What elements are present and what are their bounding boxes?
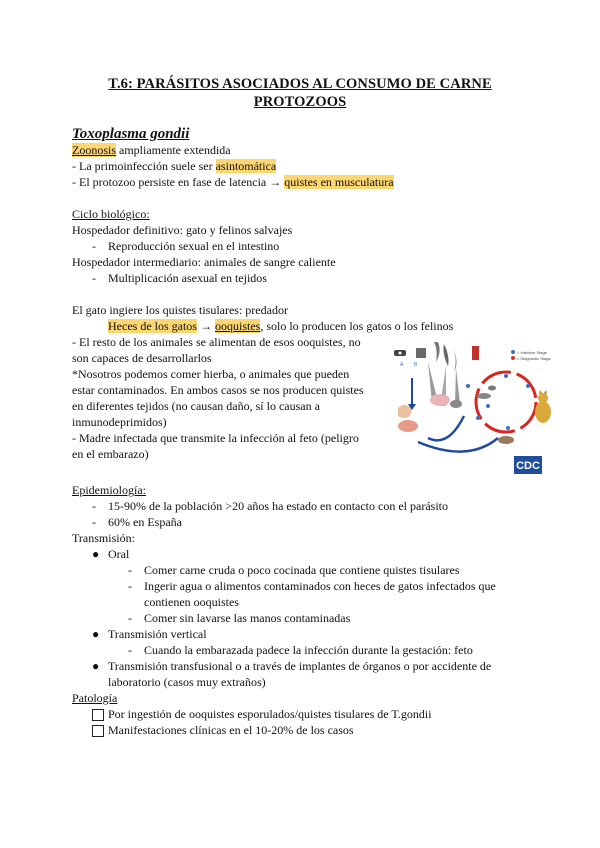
ooquistes-highlight: ooquistes bbox=[214, 319, 261, 333]
dash-marker: - bbox=[92, 239, 96, 253]
latencia-line bbox=[72, 175, 394, 190]
page-title-line1: T.6: PARÁSITOS ASOCIADOS AL CONSUMO DE CARNE bbox=[108, 76, 492, 92]
oral-item-2b: contienen ooquistes bbox=[144, 595, 239, 609]
cycle-ring bbox=[476, 372, 536, 432]
nosotros-line-4: inmunodeprimidos) bbox=[72, 415, 167, 429]
dash-marker: - bbox=[92, 499, 96, 513]
definitive-host-item: Reproducción sexual en el intestino bbox=[108, 239, 280, 253]
primo-highlight: asintomática bbox=[215, 159, 277, 173]
page-title-line2: PROTOZOOS bbox=[253, 94, 347, 110]
blood-bag-icon bbox=[472, 346, 479, 360]
transmision-label: Transmisión: bbox=[72, 531, 135, 545]
section-heading-toxoplasma bbox=[72, 127, 189, 142]
dash-marker: - bbox=[128, 611, 132, 625]
bullet-icon: ● bbox=[92, 547, 100, 561]
zoonosis-highlight: Zoonosis bbox=[72, 143, 117, 157]
epi-heading: Epidemiología: bbox=[72, 483, 146, 497]
checkbox-2[interactable] bbox=[92, 725, 104, 737]
heces-rest: , solo lo producen los gatos o los felinos bbox=[260, 319, 454, 333]
legend-infective: = Infective Stage bbox=[517, 350, 547, 355]
oral-item-2a: Ingerir agua o alimentos contaminados con heces de gatos infectados que bbox=[144, 579, 496, 593]
intermediate-host-item: Multiplicación asexual en tejidos bbox=[108, 271, 267, 285]
madre-line-2: en el embarazo) bbox=[72, 447, 149, 461]
legend bbox=[511, 350, 551, 361]
human-figures bbox=[394, 342, 460, 406]
madre-line-1: - Madre infectada que transmite la infección al feto (peligro bbox=[72, 431, 359, 445]
mouse-icon bbox=[477, 393, 491, 399]
patologia-item-1: Por ingestión de ooquistes esporulados/quistes tisulares de T.gondii bbox=[108, 707, 432, 721]
heces-highlight: Heces de los gatos bbox=[108, 319, 197, 333]
checkbox-1[interactable] bbox=[92, 709, 104, 721]
transfusional-line-2: laboratorio (casos muy extraños) bbox=[108, 675, 266, 689]
oral-label: Oral bbox=[108, 547, 130, 561]
definitive-host: Hospedador definitivo: gato y felinos salvajes bbox=[72, 223, 293, 237]
nosotros-line-1: *Nosotros podemos comer hierba, o animales que pueden bbox=[72, 367, 350, 381]
epi-item-1: 15-90% de la población >20 años ha estado en contacto con el parásito bbox=[108, 499, 448, 513]
litter-icon bbox=[498, 436, 514, 444]
oral-item-1: Comer carne cruda o poco cocinada que contiene quistes tisulares bbox=[144, 563, 460, 577]
oral-item-3: Comer sin lavarse las manos contaminadas bbox=[144, 611, 351, 625]
cdc-logo-text: CDC bbox=[516, 460, 540, 472]
resto-line-2: son capaces de desarrollarlos bbox=[72, 351, 212, 365]
patologia-item-2: Manifestaciones clínicas en el 10-20% de los casos bbox=[108, 723, 354, 737]
epi-item-2: 60% en España bbox=[108, 515, 182, 529]
zoonosis-line bbox=[72, 143, 231, 158]
arrow-blue-2 bbox=[428, 416, 464, 440]
dash-marker: - bbox=[128, 643, 132, 657]
primo-text: - La primoinfección suele ser bbox=[72, 159, 216, 173]
latencia-highlight: quistes en musculatura bbox=[284, 175, 394, 189]
dash-marker: - bbox=[92, 515, 96, 529]
heces-line bbox=[108, 319, 453, 334]
transfusional-line-1: Transmisión transfusional o a través de implantes de órganos o por accidente de bbox=[108, 659, 492, 673]
patologia-heading: Patología bbox=[72, 691, 118, 705]
nosotros-line-2: estar contaminados. En ambos casos se nos producen quistes bbox=[72, 383, 364, 397]
meat-icon bbox=[398, 420, 418, 432]
primo-line bbox=[72, 159, 276, 174]
label-a: A bbox=[400, 362, 404, 368]
latencia-text: - El protozoo persiste en fase de latencia → bbox=[72, 175, 285, 189]
label-b: B bbox=[414, 362, 418, 368]
vertical-item-1: Cuando la embarazada padece la infección durante la gestación: feto bbox=[144, 643, 473, 657]
hand-icon bbox=[398, 405, 412, 418]
resto-line-1: - El resto de los animales se alimentan de esos ooquistes, no bbox=[72, 335, 361, 349]
nosotros-line-3: en diferentes tejidos (no causan daño, sí lo causan a bbox=[72, 399, 320, 413]
dash-marker: - bbox=[128, 563, 132, 577]
intermediate-host: Hospedador intermediario: animales de sangre caliente bbox=[72, 255, 336, 269]
cdc-logo bbox=[514, 456, 542, 474]
toxoplasma-heading: Toxoplasma gondii bbox=[72, 126, 190, 142]
life-cycle-diagram bbox=[388, 338, 560, 480]
sheep-icon bbox=[450, 400, 462, 408]
cat-icon bbox=[535, 390, 551, 423]
bird-icon bbox=[488, 386, 496, 391]
vertical-label: Transmisión vertical bbox=[108, 627, 207, 641]
dash-marker: - bbox=[92, 271, 96, 285]
gato-ingiere: El gato ingiere los quistes tisulares: predador bbox=[72, 303, 288, 317]
bullet-icon: ● bbox=[92, 659, 100, 673]
dash-marker: - bbox=[128, 579, 132, 593]
ciclo-heading: Ciclo biológico: bbox=[72, 207, 150, 221]
legend-diagnostic: = Diagnostic Stage bbox=[517, 356, 551, 361]
pig-icon bbox=[430, 394, 450, 406]
bullet-icon: ● bbox=[92, 627, 100, 641]
zoonosis-text: ampliamente extendida bbox=[116, 143, 231, 157]
arrow-text: → bbox=[196, 319, 215, 333]
